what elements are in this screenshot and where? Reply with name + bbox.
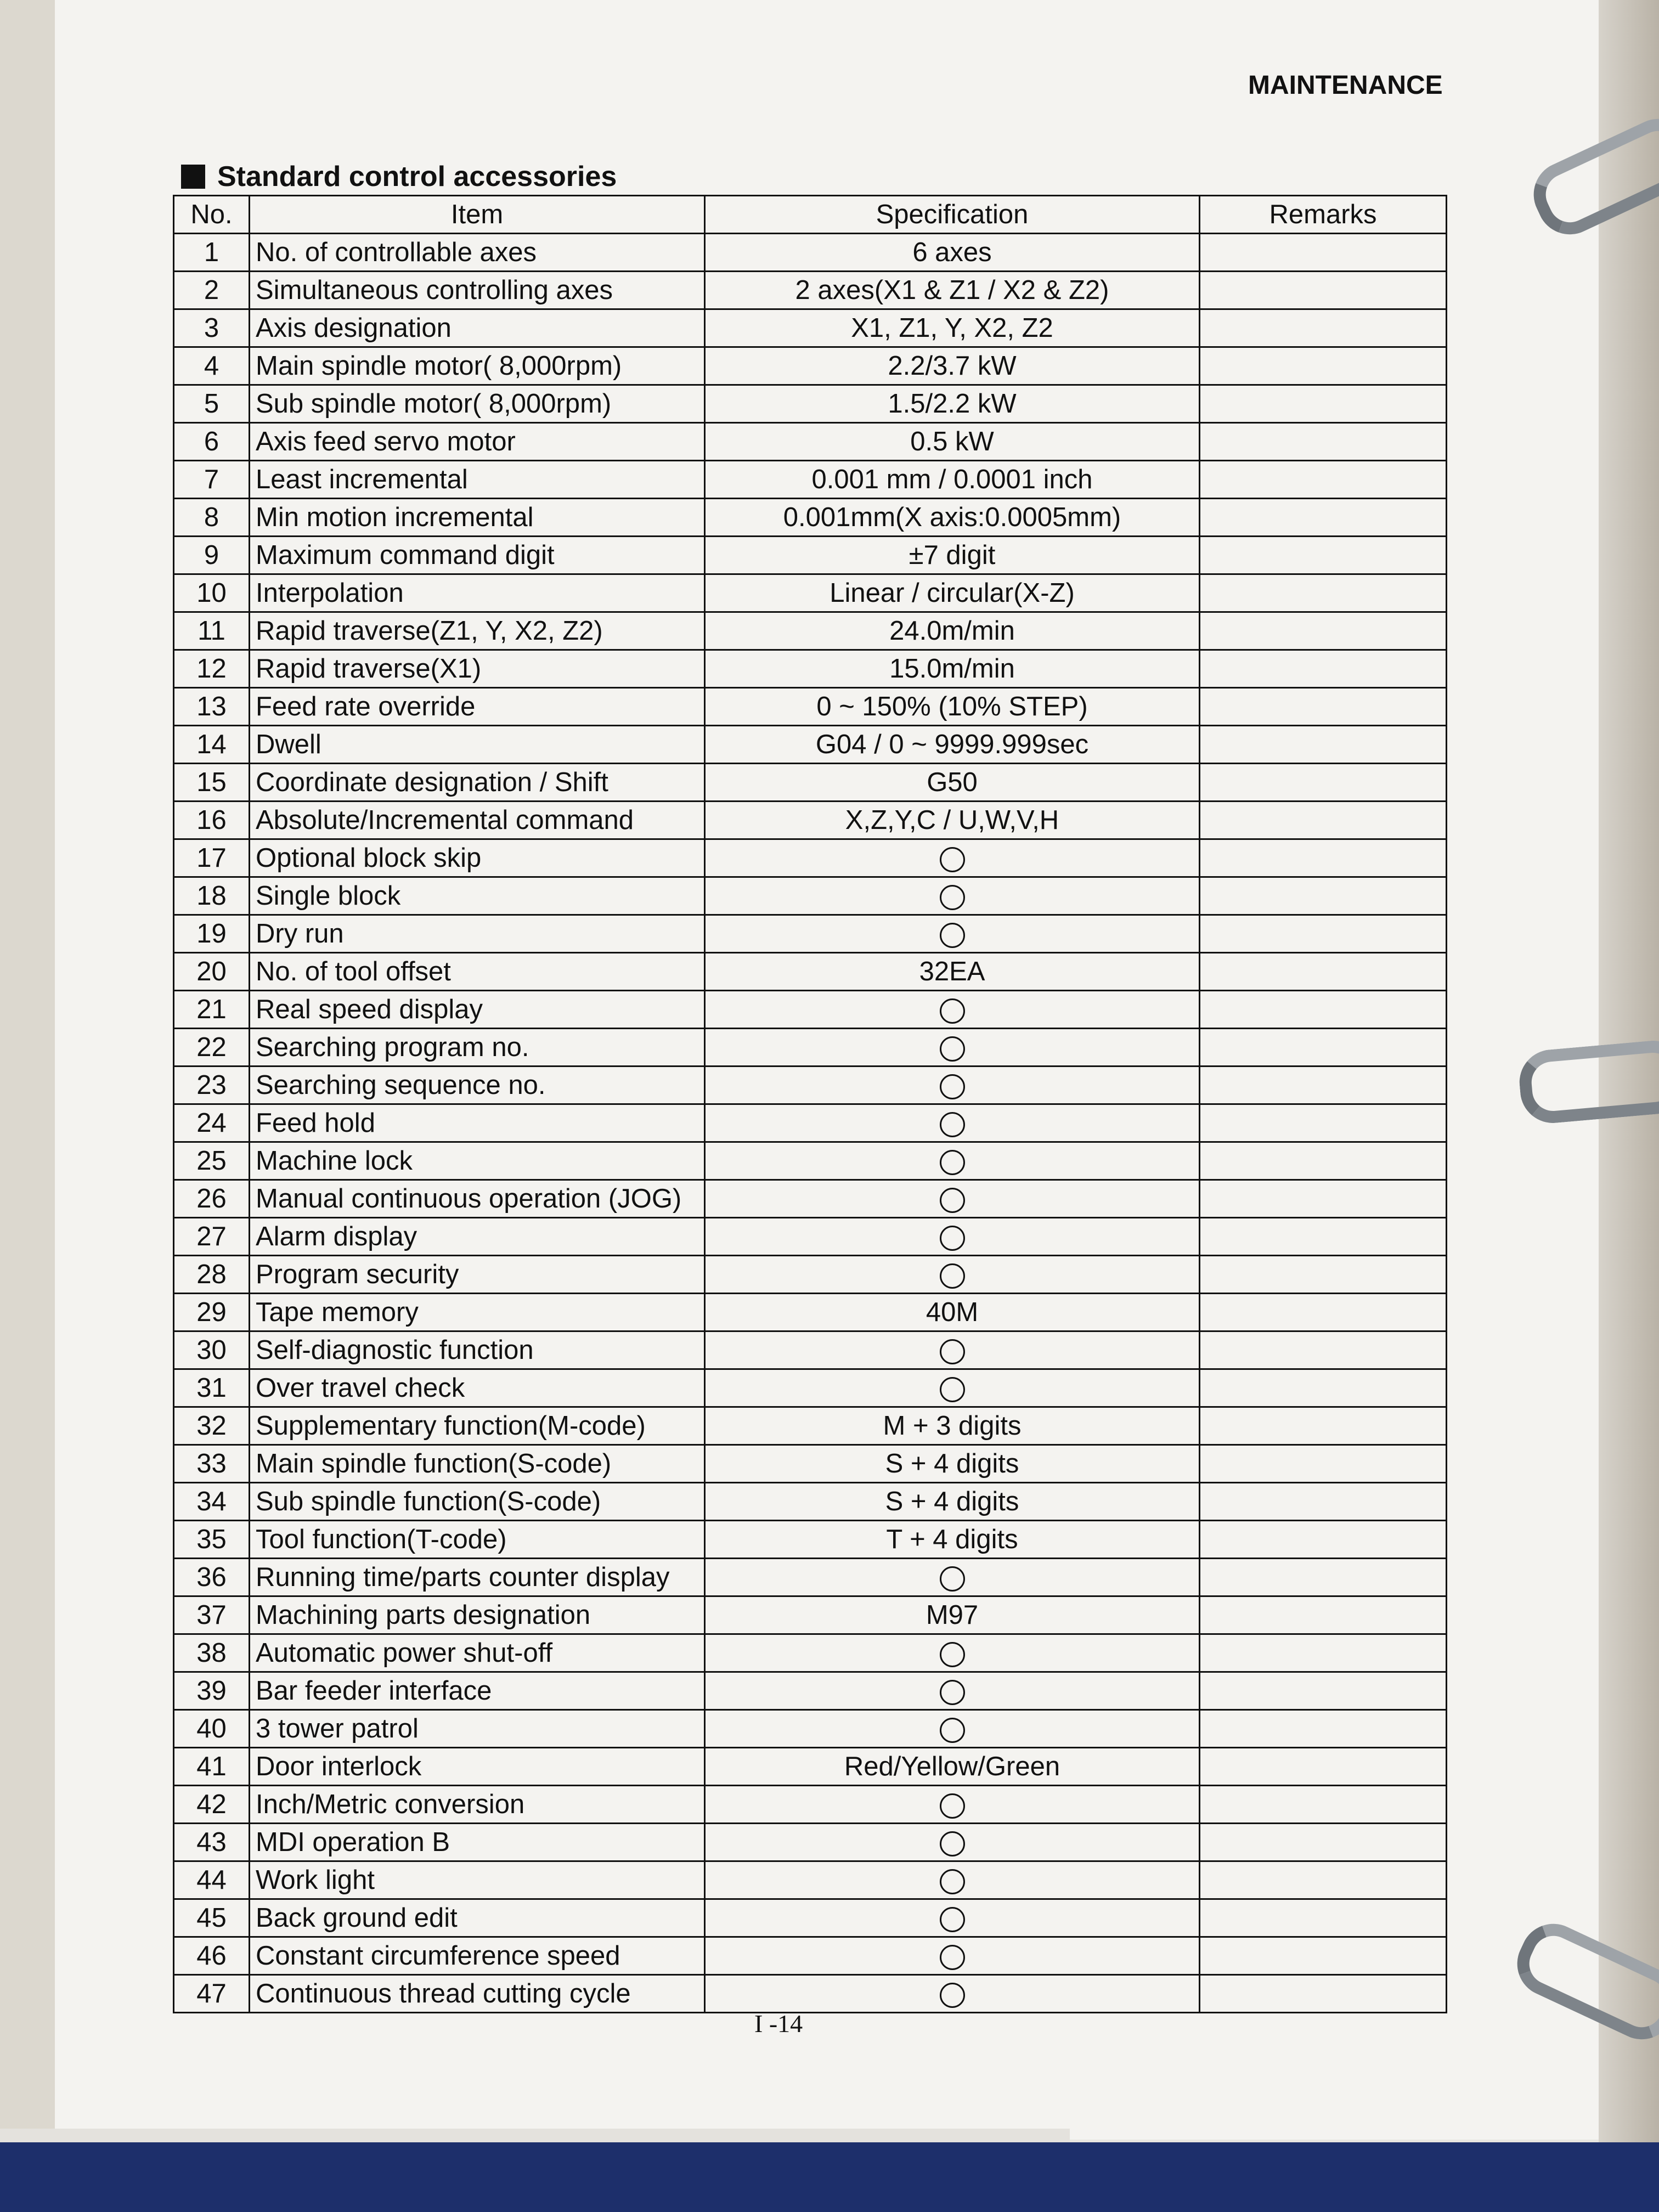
row-item: Tool function(T-code) xyxy=(250,1521,705,1559)
row-number: 20 xyxy=(174,953,250,991)
row-remarks xyxy=(1200,1861,1447,1899)
row-number: 21 xyxy=(174,991,250,1029)
row-remarks xyxy=(1200,1407,1447,1445)
row-remarks xyxy=(1200,499,1447,537)
row-specification: Linear / circular(X-Z) xyxy=(705,574,1200,612)
row-number: 42 xyxy=(174,1786,250,1824)
table-row xyxy=(174,726,1447,764)
table-row xyxy=(174,839,1447,877)
row-remarks xyxy=(1200,1786,1447,1824)
table-row xyxy=(174,461,1447,499)
row-remarks xyxy=(1200,309,1447,347)
table-row xyxy=(174,1104,1447,1142)
row-remarks xyxy=(1200,234,1447,272)
row-item: Back ground edit xyxy=(250,1899,705,1937)
row-remarks xyxy=(1200,1748,1447,1786)
row-specification: 40M xyxy=(705,1294,1200,1331)
table-row xyxy=(174,877,1447,915)
table-row xyxy=(174,347,1447,385)
table-row xyxy=(174,1559,1447,1596)
col-header-no: No. xyxy=(174,196,250,234)
table-row xyxy=(174,1824,1447,1861)
row-item: Automatic power shut-off xyxy=(250,1634,705,1672)
standard-circle-icon xyxy=(940,1188,965,1213)
row-remarks xyxy=(1200,802,1447,839)
standard-circle-icon xyxy=(940,1680,965,1705)
row-remarks xyxy=(1200,1331,1447,1369)
row-specification: S + 4 digits xyxy=(705,1445,1200,1483)
row-remarks xyxy=(1200,1672,1447,1710)
table-row xyxy=(174,574,1447,612)
table-row xyxy=(174,423,1447,461)
row-number: 36 xyxy=(174,1559,250,1596)
row-remarks xyxy=(1200,650,1447,688)
standard-circle-icon xyxy=(940,1036,965,1062)
row-number: 26 xyxy=(174,1180,250,1218)
table-row xyxy=(174,1180,1447,1218)
row-specification: S + 4 digits xyxy=(705,1483,1200,1521)
row-item: Continuous thread cutting cycle xyxy=(250,1975,705,2013)
row-number: 28 xyxy=(174,1256,250,1294)
row-remarks xyxy=(1200,1596,1447,1634)
standard-circle-icon xyxy=(940,1339,965,1364)
row-item: Real speed display xyxy=(250,991,705,1029)
row-remarks xyxy=(1200,1066,1447,1104)
standard-circle-icon xyxy=(940,1907,965,1932)
row-item: Interpolation xyxy=(250,574,705,612)
row-item: Rapid traverse(Z1, Y, X2, Z2) xyxy=(250,612,705,650)
row-remarks xyxy=(1200,1256,1447,1294)
standard-circle-icon xyxy=(940,1566,965,1592)
row-specification: 24.0m/min xyxy=(705,612,1200,650)
row-specification: X,Z,Y,C / U,W,V,H xyxy=(705,802,1200,839)
table-row xyxy=(174,1331,1447,1369)
bullet-square-icon xyxy=(181,165,205,189)
row-item: Simultaneous controlling axes xyxy=(250,272,705,309)
row-specification: ±7 digit xyxy=(705,537,1200,574)
row-item: Bar feeder interface xyxy=(250,1672,705,1710)
row-remarks xyxy=(1200,877,1447,915)
row-remarks xyxy=(1200,1180,1447,1218)
row-remarks xyxy=(1200,1029,1447,1066)
col-header-item: Item xyxy=(250,196,705,234)
table-row xyxy=(174,1142,1447,1180)
table-row xyxy=(174,1218,1447,1256)
row-specification: G04 / 0 ~ 9999.999sec xyxy=(705,726,1200,764)
row-item: Machine lock xyxy=(250,1142,705,1180)
row-item: Door interlock xyxy=(250,1748,705,1786)
row-specification xyxy=(705,1559,1200,1596)
binder-page-edge xyxy=(0,0,55,2212)
row-item: Program security xyxy=(250,1256,705,1294)
table-row xyxy=(174,1066,1447,1104)
row-specification xyxy=(705,1899,1200,1937)
table-title-text: Standard control accessories xyxy=(217,161,617,193)
row-remarks xyxy=(1200,612,1447,650)
row-remarks xyxy=(1200,1142,1447,1180)
row-specification: 15.0m/min xyxy=(705,650,1200,688)
row-remarks xyxy=(1200,991,1447,1029)
row-number: 17 xyxy=(174,839,250,877)
row-remarks xyxy=(1200,764,1447,802)
table-row xyxy=(174,1672,1447,1710)
row-item: Constant circumference speed xyxy=(250,1937,705,1975)
standard-circle-icon xyxy=(940,847,965,872)
row-number: 11 xyxy=(174,612,250,650)
row-remarks xyxy=(1200,1294,1447,1331)
row-specification: G50 xyxy=(705,764,1200,802)
row-number: 14 xyxy=(174,726,250,764)
standard-circle-icon xyxy=(940,1263,965,1289)
row-item: Min motion incremental xyxy=(250,499,705,537)
row-number: 18 xyxy=(174,877,250,915)
row-item: Absolute/Incremental command xyxy=(250,802,705,839)
row-number: 23 xyxy=(174,1066,250,1104)
row-number: 19 xyxy=(174,915,250,953)
row-remarks xyxy=(1200,1899,1447,1937)
row-remarks xyxy=(1200,1445,1447,1483)
row-remarks xyxy=(1200,1710,1447,1748)
table-row xyxy=(174,1521,1447,1559)
row-item: Main spindle motor( 8,000rpm) xyxy=(250,347,705,385)
accessories-table-wrap xyxy=(173,195,1447,2013)
row-specification: 0.5 kW xyxy=(705,423,1200,461)
standard-circle-icon xyxy=(940,1983,965,2008)
table-row xyxy=(174,1294,1447,1331)
row-remarks xyxy=(1200,953,1447,991)
table-row xyxy=(174,1634,1447,1672)
row-number: 16 xyxy=(174,802,250,839)
row-specification xyxy=(705,1786,1200,1824)
row-remarks xyxy=(1200,1824,1447,1861)
row-specification xyxy=(705,1369,1200,1407)
row-item: Supplementary function(M-code) xyxy=(250,1407,705,1445)
table-row xyxy=(174,1483,1447,1521)
table-row xyxy=(174,1596,1447,1634)
row-specification xyxy=(705,1218,1200,1256)
row-number: 2 xyxy=(174,272,250,309)
row-remarks xyxy=(1200,423,1447,461)
row-number: 41 xyxy=(174,1748,250,1786)
table-row xyxy=(174,650,1447,688)
row-item: Dwell xyxy=(250,726,705,764)
row-number: 3 xyxy=(174,309,250,347)
table-row xyxy=(174,234,1447,272)
row-remarks xyxy=(1200,688,1447,726)
row-item: Feed rate override xyxy=(250,688,705,726)
row-number: 1 xyxy=(174,234,250,272)
standard-circle-icon xyxy=(940,885,965,910)
row-number: 8 xyxy=(174,499,250,537)
row-item: Main spindle function(S-code) xyxy=(250,1445,705,1483)
row-remarks xyxy=(1200,1937,1447,1975)
row-specification xyxy=(705,915,1200,953)
row-item: Over travel check xyxy=(250,1369,705,1407)
row-item: Maximum command digit xyxy=(250,537,705,574)
table-row xyxy=(174,953,1447,991)
table-header-row xyxy=(174,196,1447,234)
row-remarks xyxy=(1200,385,1447,423)
row-number: 13 xyxy=(174,688,250,726)
table-row xyxy=(174,1899,1447,1937)
section-header: MAINTENANCE xyxy=(1248,71,1443,100)
table-row xyxy=(174,309,1447,347)
row-number: 47 xyxy=(174,1975,250,2013)
row-item: No. of controllable axes xyxy=(250,234,705,272)
accessories-table xyxy=(173,195,1447,2013)
row-item: Self-diagnostic function xyxy=(250,1331,705,1369)
row-number: 43 xyxy=(174,1824,250,1861)
table-row xyxy=(174,1861,1447,1899)
table-row xyxy=(174,764,1447,802)
table-row xyxy=(174,802,1447,839)
row-specification: 32EA xyxy=(705,953,1200,991)
standard-circle-icon xyxy=(940,1074,965,1099)
row-item: Rapid traverse(X1) xyxy=(250,650,705,688)
standard-circle-icon xyxy=(940,1112,965,1137)
standard-circle-icon xyxy=(940,1945,965,1970)
row-specification: 2 axes(X1 & Z1 / X2 & Z2) xyxy=(705,272,1200,309)
row-specification: 1.5/2.2 kW xyxy=(705,385,1200,423)
standard-circle-icon xyxy=(940,1793,965,1819)
standard-circle-icon xyxy=(940,1869,965,1894)
row-item: Sub spindle motor( 8,000rpm) xyxy=(250,385,705,423)
row-item: Least incremental xyxy=(250,461,705,499)
table-row xyxy=(174,537,1447,574)
standard-circle-icon xyxy=(940,998,965,1024)
row-number: 30 xyxy=(174,1331,250,1369)
page-number: I -14 xyxy=(754,2010,803,2038)
row-specification xyxy=(705,1066,1200,1104)
row-item: Machining parts designation xyxy=(250,1596,705,1634)
standard-circle-icon xyxy=(940,1226,965,1251)
table-row xyxy=(174,1407,1447,1445)
row-number: 4 xyxy=(174,347,250,385)
row-number: 38 xyxy=(174,1634,250,1672)
row-number: 12 xyxy=(174,650,250,688)
row-number: 27 xyxy=(174,1218,250,1256)
table-row xyxy=(174,915,1447,953)
table-row xyxy=(174,1029,1447,1066)
row-remarks xyxy=(1200,839,1447,877)
row-remarks xyxy=(1200,1559,1447,1596)
row-specification xyxy=(705,1672,1200,1710)
row-specification xyxy=(705,1142,1200,1180)
row-specification: M + 3 digits xyxy=(705,1407,1200,1445)
standard-circle-icon xyxy=(940,1718,965,1743)
standard-circle-icon xyxy=(940,1642,965,1667)
table-row xyxy=(174,991,1447,1029)
row-specification xyxy=(705,877,1200,915)
table-row xyxy=(174,612,1447,650)
row-number: 34 xyxy=(174,1483,250,1521)
row-specification: 0.001 mm / 0.0001 inch xyxy=(705,461,1200,499)
row-specification xyxy=(705,839,1200,877)
row-specification: Red/Yellow/Green xyxy=(705,1748,1200,1786)
row-item: 3 tower patrol xyxy=(250,1710,705,1748)
row-item: Dry run xyxy=(250,915,705,953)
row-number: 46 xyxy=(174,1937,250,1975)
table-row xyxy=(174,1256,1447,1294)
row-number: 39 xyxy=(174,1672,250,1710)
table-row xyxy=(174,1369,1447,1407)
row-remarks xyxy=(1200,1218,1447,1256)
row-remarks xyxy=(1200,347,1447,385)
row-number: 9 xyxy=(174,537,250,574)
row-specification: 6 axes xyxy=(705,234,1200,272)
standard-circle-icon xyxy=(940,1831,965,1857)
row-remarks xyxy=(1200,574,1447,612)
row-number: 6 xyxy=(174,423,250,461)
table-body xyxy=(174,234,1447,2013)
row-item: Running time/parts counter display xyxy=(250,1559,705,1596)
row-number: 22 xyxy=(174,1029,250,1066)
row-remarks xyxy=(1200,1975,1447,2013)
row-specification xyxy=(705,1861,1200,1899)
table-row xyxy=(174,385,1447,423)
row-specification xyxy=(705,1256,1200,1294)
row-item: Inch/Metric conversion xyxy=(250,1786,705,1824)
row-number: 33 xyxy=(174,1445,250,1483)
col-header-specification: Specification xyxy=(705,196,1200,234)
table-row xyxy=(174,272,1447,309)
row-remarks xyxy=(1200,461,1447,499)
row-remarks xyxy=(1200,1369,1447,1407)
row-item: No. of tool offset xyxy=(250,953,705,991)
row-item: Work light xyxy=(250,1861,705,1899)
row-number: 31 xyxy=(174,1369,250,1407)
row-number: 24 xyxy=(174,1104,250,1142)
row-number: 40 xyxy=(174,1710,250,1748)
row-specification xyxy=(705,1634,1200,1672)
row-number: 7 xyxy=(174,461,250,499)
row-remarks xyxy=(1200,1634,1447,1672)
row-specification: 0 ~ 150% (10% STEP) xyxy=(705,688,1200,726)
row-number: 25 xyxy=(174,1142,250,1180)
row-item: Optional block skip xyxy=(250,839,705,877)
row-number: 32 xyxy=(174,1407,250,1445)
row-specification: T + 4 digits xyxy=(705,1521,1200,1559)
standard-circle-icon xyxy=(940,1377,965,1402)
row-remarks xyxy=(1200,726,1447,764)
row-item: Manual continuous operation (JOG) xyxy=(250,1180,705,1218)
table-row xyxy=(174,1937,1447,1975)
row-item: Sub spindle function(S-code) xyxy=(250,1483,705,1521)
row-specification xyxy=(705,1331,1200,1369)
row-number: 37 xyxy=(174,1596,250,1634)
row-item: Axis feed servo motor xyxy=(250,423,705,461)
row-item: Feed hold xyxy=(250,1104,705,1142)
row-remarks xyxy=(1200,915,1447,953)
table-row xyxy=(174,1975,1447,2013)
row-specification xyxy=(705,1975,1200,2013)
row-remarks xyxy=(1200,1521,1447,1559)
row-number: 5 xyxy=(174,385,250,423)
table-row xyxy=(174,1710,1447,1748)
row-specification xyxy=(705,1937,1200,1975)
row-specification xyxy=(705,1029,1200,1066)
row-specification: 2.2/3.7 kW xyxy=(705,347,1200,385)
row-item: Coordinate designation / Shift xyxy=(250,764,705,802)
row-number: 45 xyxy=(174,1899,250,1937)
table-row xyxy=(174,1786,1447,1824)
table-row xyxy=(174,1445,1447,1483)
row-item: Axis designation xyxy=(250,309,705,347)
table-row xyxy=(174,499,1447,537)
row-number: 29 xyxy=(174,1294,250,1331)
table-title xyxy=(181,160,617,193)
row-item: Single block xyxy=(250,877,705,915)
row-number: 15 xyxy=(174,764,250,802)
row-specification: M97 xyxy=(705,1596,1200,1634)
row-remarks xyxy=(1200,1483,1447,1521)
row-number: 10 xyxy=(174,574,250,612)
row-number: 35 xyxy=(174,1521,250,1559)
row-item: Searching program no. xyxy=(250,1029,705,1066)
table-row xyxy=(174,688,1447,726)
row-remarks xyxy=(1200,537,1447,574)
row-specification xyxy=(705,1180,1200,1218)
row-item: Tape memory xyxy=(250,1294,705,1331)
row-specification: 0.001mm(X axis:0.0005mm) xyxy=(705,499,1200,537)
row-remarks xyxy=(1200,1104,1447,1142)
row-specification xyxy=(705,991,1200,1029)
row-specification xyxy=(705,1710,1200,1748)
row-specification: X1, Z1, Y, X2, Z2 xyxy=(705,309,1200,347)
row-specification xyxy=(705,1824,1200,1861)
row-number: 44 xyxy=(174,1861,250,1899)
row-item: Searching sequence no. xyxy=(250,1066,705,1104)
col-header-remarks: Remarks xyxy=(1200,196,1447,234)
row-remarks xyxy=(1200,272,1447,309)
standard-circle-icon xyxy=(940,1150,965,1175)
table-row xyxy=(174,1748,1447,1786)
row-item: MDI operation B xyxy=(250,1824,705,1861)
row-item: Alarm display xyxy=(250,1218,705,1256)
row-specification xyxy=(705,1104,1200,1142)
desk-surface xyxy=(0,2142,1659,2212)
standard-circle-icon xyxy=(940,923,965,948)
